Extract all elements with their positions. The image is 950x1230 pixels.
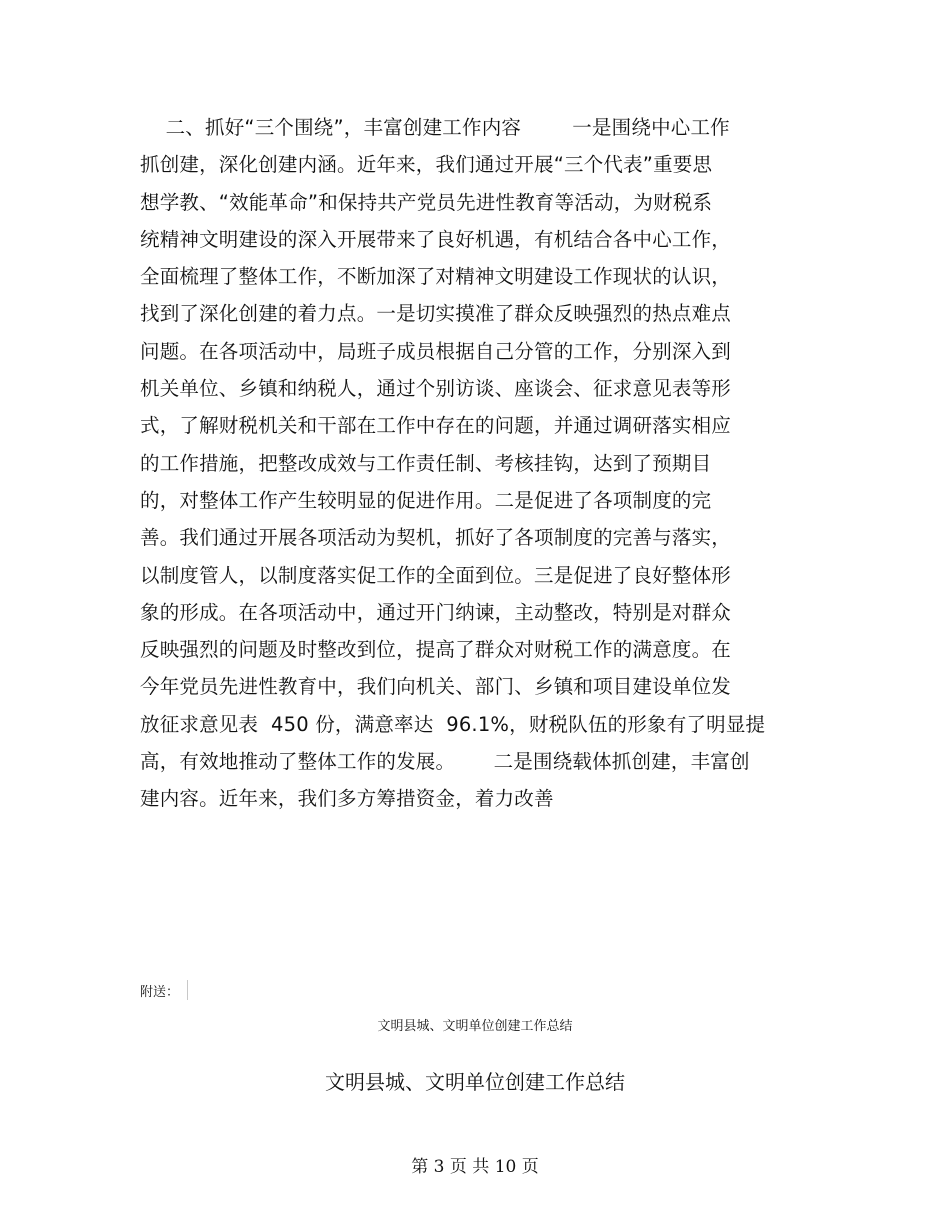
attachment-title: 文明县城、文明单位创建工作总结 (325, 1070, 625, 1094)
text-line: 统精神文明建设的深入开展带来了良好机遇，有机结合各中心工作， (140, 227, 732, 251)
text-line: 善。我们通过开展各项活动为契机，抓好了各项制度的完善与落实， (140, 526, 732, 550)
document-body (140, 109, 790, 818)
text-line: 二、抓好“三个围绕”，丰富创建工作内容 一是围绕中心工作 (140, 116, 730, 139)
text-line: 全面梳理了整体工作，不断加深了对精神文明建设工作现状的认识， (140, 265, 732, 289)
text-line: 的工作措施，把整改成效与工作责任制、考核挂钩，达到了预期目 (140, 451, 712, 475)
text-line: 高，有效地推动了整体工作的发展。 二是围绕载体抓创建，丰富创 (140, 750, 750, 774)
text-line: 抓创建，深化创建内涵。近年来，我们通过开展“三个代表”重要思 (140, 153, 713, 177)
text-line: 象的形成。在各项活动中，通过开门纳谏，主动整改，特别是对群众 (140, 600, 732, 624)
attachment-small-title: 文明县城、文明单位创建工作总结 (377, 1019, 573, 1034)
text-line: 找到了深化创建的着力点。一是切实摸准了群众反映强烈的热点难点 (140, 302, 732, 326)
text-line: 机关单位、乡镇和纳税人，通过个别访谈、座谈会、征求意见表等形 (140, 377, 732, 401)
attachment-label: 附送： (140, 984, 180, 1000)
text-line: 反映强烈的问题及时整改到位，提高了群众对财税工作的满意度。在 (140, 638, 732, 662)
text-line: 建内容。近年来，我们多方筹措资金，着力改善 (140, 787, 554, 811)
text-line: 式，了解财税机关和干部在工作中存在的问题，并通过调研落实相应 (140, 414, 732, 438)
text-line: 以制度管人，以制度落实促工作的全面到位。三是促进了良好整体形 (140, 563, 732, 587)
attachment-note (140, 980, 188, 1000)
text-line: 的，对整体工作产生较明显的促进作用。二是促进了各项制度的完 (140, 488, 712, 512)
text-line: 问题。在各项活动中，局班子成员根据自己分管的工作，分别深入到 (140, 339, 732, 363)
text-line: 放征求意见表 450 份，满意率达 96.1%，财税队伍的形象有了明显提 (140, 712, 766, 736)
text-line: 今年党员先进性教育中，我们向机关、部门、乡镇和项目建设单位发 (140, 675, 732, 699)
text-line: 想学教、“效能革命”和保持共产党员先进性教育等活动，为财税系 (140, 190, 713, 214)
divider (187, 980, 188, 1000)
page-footer: 第 3 页 共 10 页 (411, 1157, 539, 1177)
